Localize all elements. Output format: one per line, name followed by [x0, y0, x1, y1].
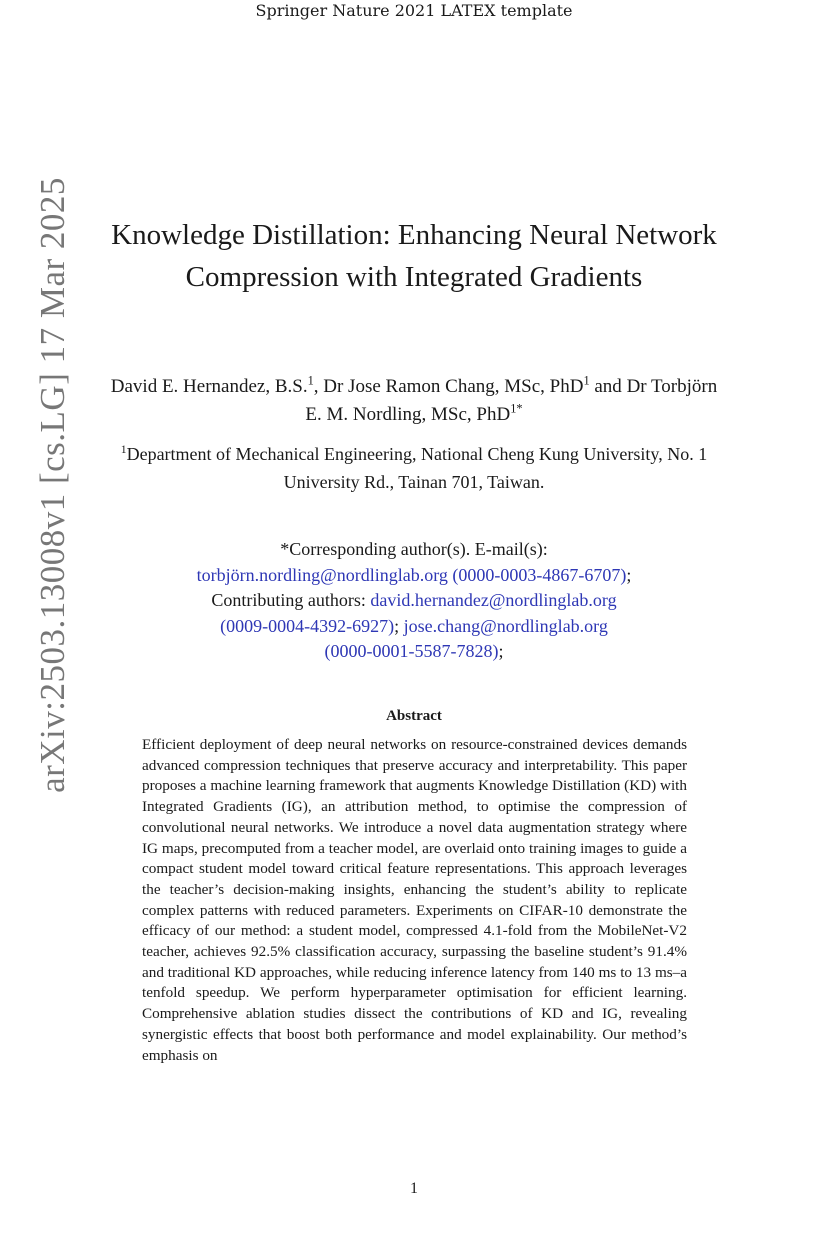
email-link[interactable]: david.hernandez@nordlinglab.org [370, 590, 617, 610]
author-name: David E. Hernandez, B.S. [110, 376, 308, 397]
orcid-link[interactable]: (0000-0001-5587-7828) [324, 641, 499, 661]
orcid-link[interactable]: (0000-0003-4867-6707) [452, 564, 627, 585]
author-name: Dr Torbjörn E. M. Nordling, MSc, PhD [305, 376, 718, 425]
contributing-label: Contributing authors: [211, 590, 366, 610]
separator: ; [626, 564, 632, 585]
arxiv-identifier-stamp: arXiv:2503.13008v1 [cs.LG] 17 Mar 2025 [33, 177, 72, 793]
separator: ; [498, 641, 504, 661]
email-link[interactable]: jose.chang@nordlinglab.org [403, 615, 608, 636]
running-header: Springer Nature 2021 LATEX template [255, 1, 573, 20]
affiliation [110, 440, 718, 496]
email-link[interactable]: torbjörn.nordling@nordlinglab.org [196, 564, 448, 585]
author-separator: and [589, 376, 627, 397]
separator: ; [394, 615, 400, 636]
author-list [110, 373, 718, 429]
abstract-body: Efficient deployment of deep neural networks on resource-constrained devices demands advanced compression techniques that preserve accuracy and interpretability. This paper proposes a machine learning framework that augments Knowledge Distillation (KD) with Integrated Gradients (IG), an attribution method, to optimise the compression of convolutional neural networks. We introduce a novel data augmentation strategy where IG maps, precomputed from a teacher model, are overlaid onto training images to guide a compact student model toward critical feature representations. This approach leverages the teacher’s decision-making insights, enhancing the student’s ability to replicate complex patterns with reduced parameters. Experiments on CIFAR-10 demonstrate the efficacy of our method: a student model, compressed 4.1-fold from the MobileNet-V2 teacher, achieves 92.5% classification accuracy, surpassing the baseline student’s 91.4% and traditional KD approaches, while reducing inference latency from 140 ms to 13 ms–a tenfold speedup. We perform hyperparameter optimisation for efficient learning. Comprehensive ablation studies dissect the contributions of KD and IG, revealing synergistic effects that boost both performance and model explainability. Our method’s emphasis on [142, 736, 687, 1064]
affiliation-marker: 1* [510, 401, 523, 416]
paper-title: Knowledge Distillation: Enhancing Neural Network Compression with Integrated Gradients [111, 219, 717, 293]
author-separator: , [313, 376, 324, 397]
affiliation-marker: 1 [583, 373, 590, 388]
corresponding-label: *Corresponding author(s). E-mail(s): [280, 539, 548, 559]
orcid-link[interactable]: (0009-0004-4392-6927) [220, 615, 395, 636]
affiliation-text: Department of Mechanical Engineering, National Cheng Kung University, No. 1 University Rd., Tainan 701, Taiwan. [126, 444, 708, 492]
page-number: 1 [410, 1180, 418, 1197]
author-name: Dr Jose Ramon Chang, MSc, PhD [323, 376, 584, 397]
affiliation-marker: 1 [120, 443, 127, 456]
affiliation-marker: 1 [307, 373, 314, 388]
correspondence-block [110, 537, 718, 665]
abstract-heading: Abstract [386, 708, 442, 724]
